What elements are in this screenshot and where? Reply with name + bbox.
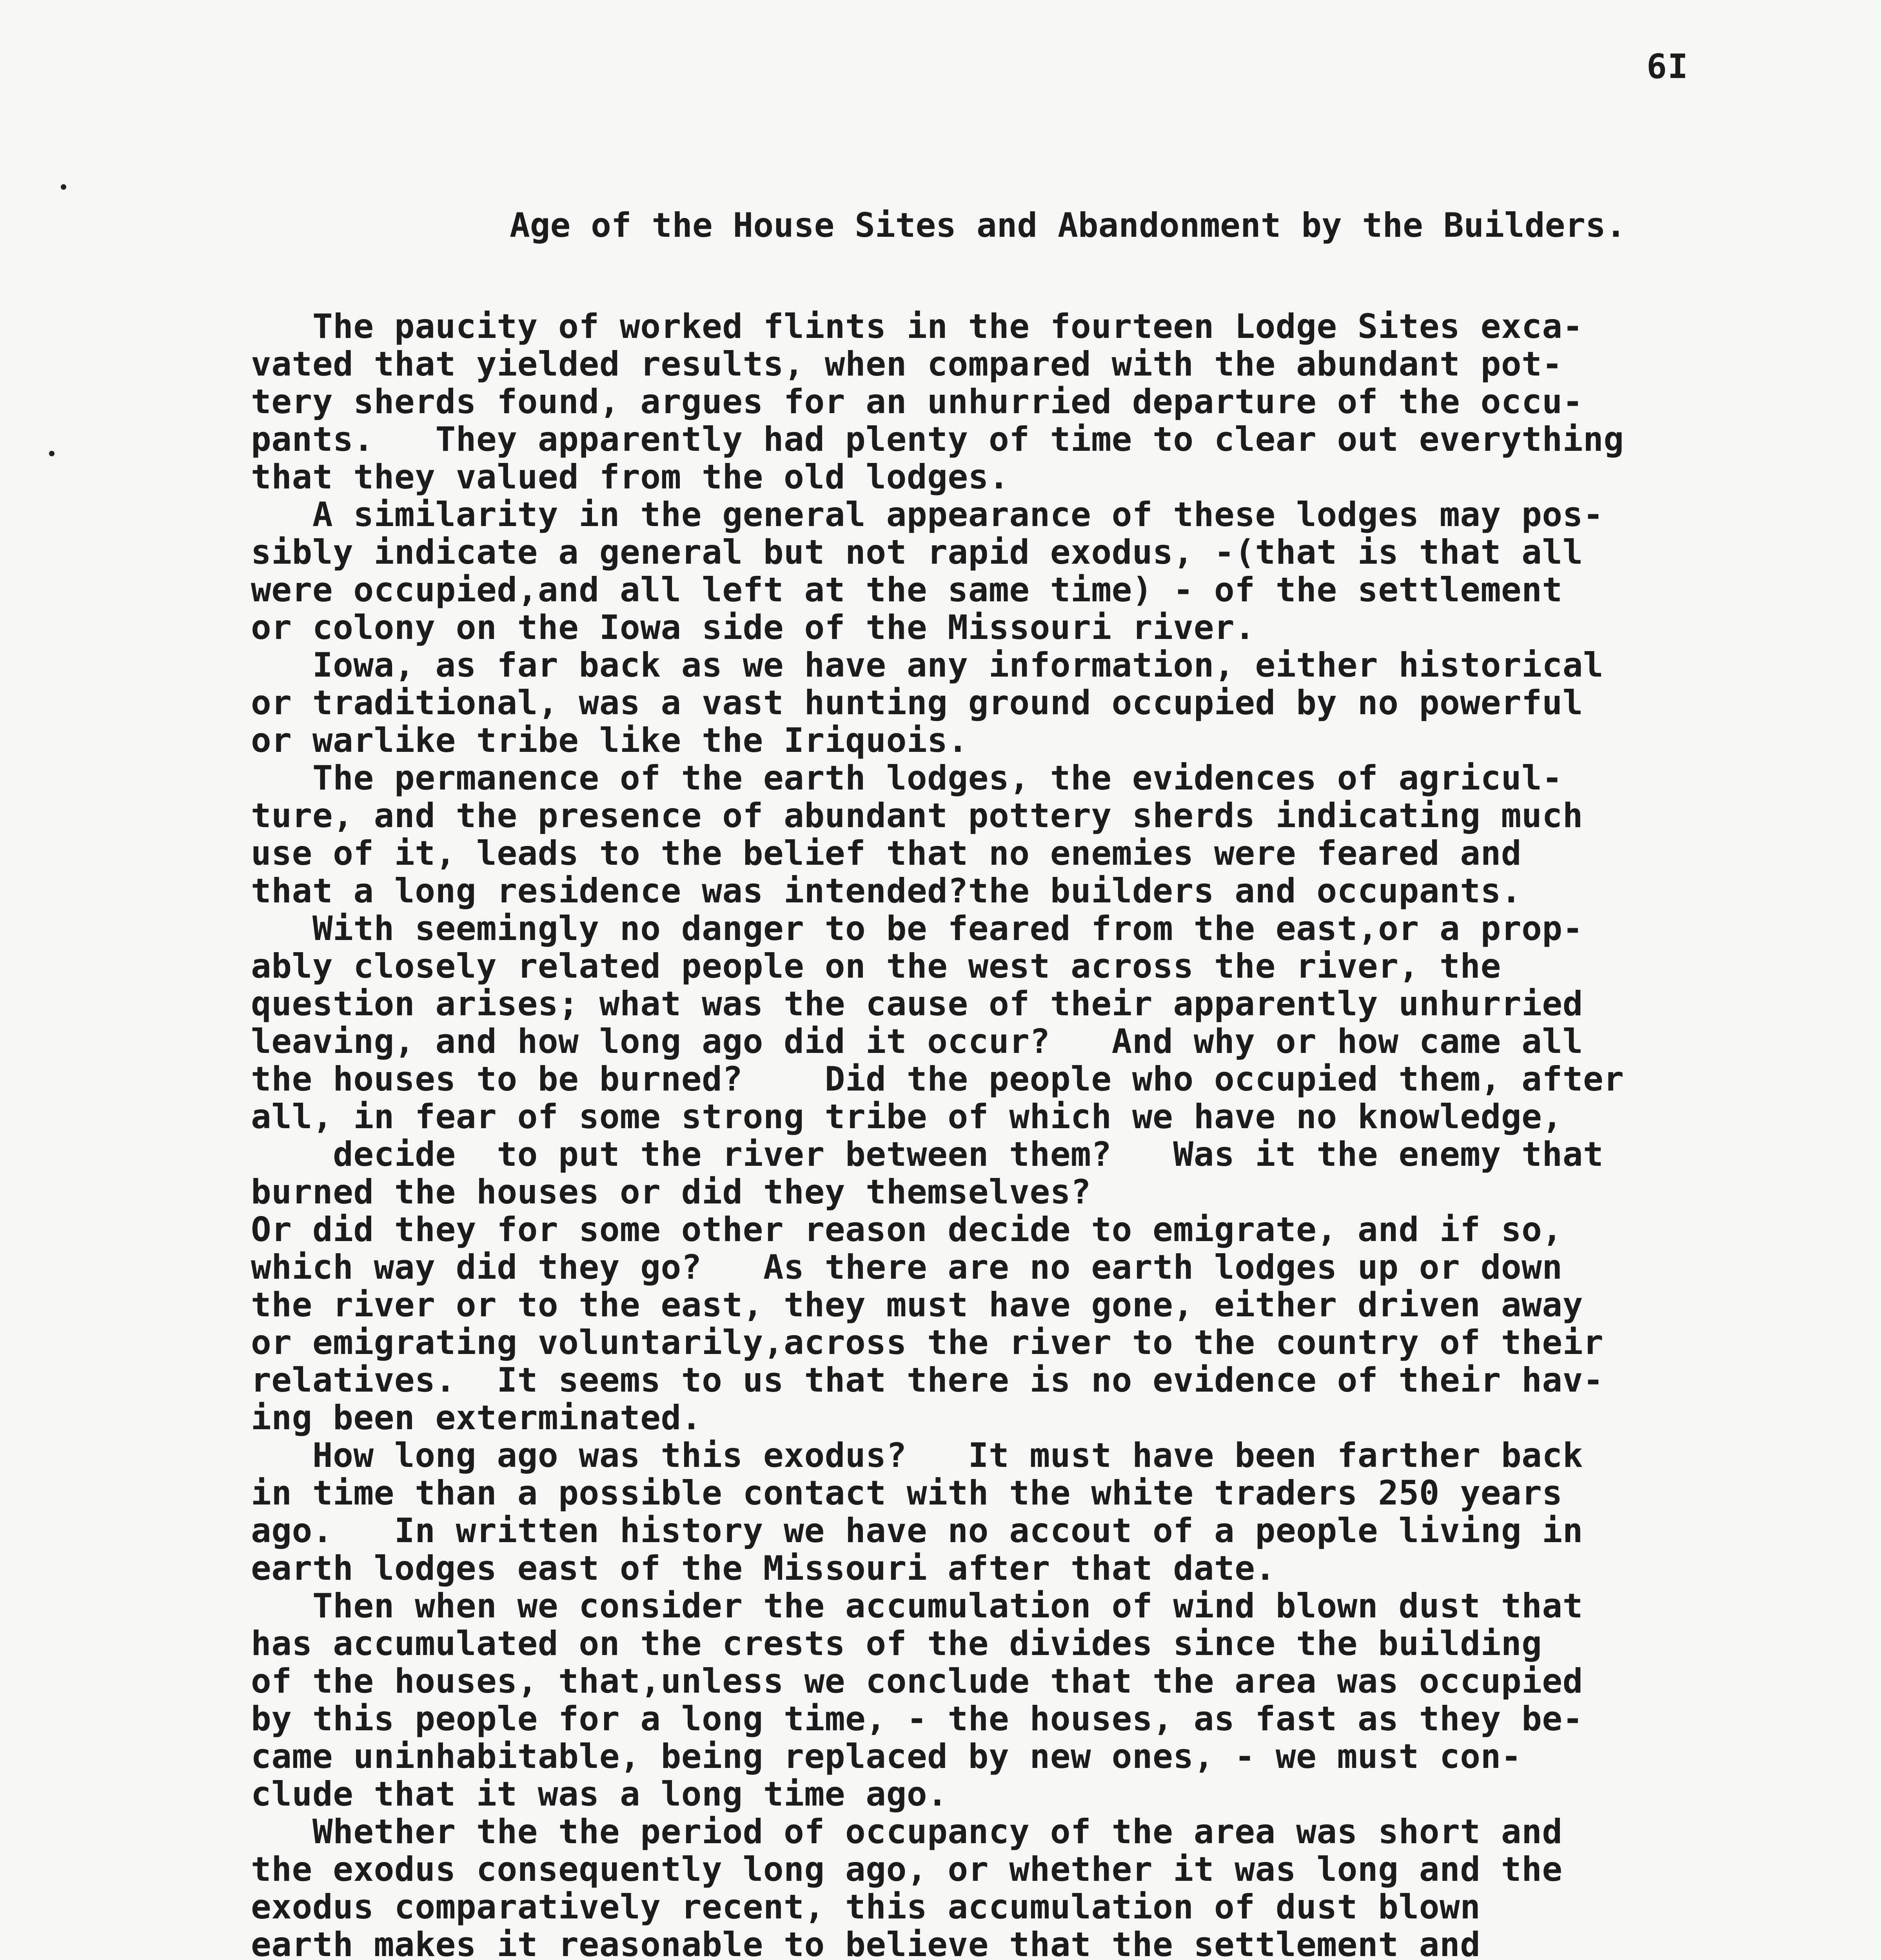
text-line: burned the houses or did they themselves? [251,1172,1091,1212]
text-line: ture, and the presence of abundant pottery sherds indicating much [251,796,1583,835]
text-line: relatives. It seems to us that there is no evidence of their hav- [251,1361,1604,1400]
text-line: that they valued from the old lodges. [251,457,1009,497]
text-line: Whether the the period of occupancy of the area was short and [251,1812,1563,1851]
text-line: Or did they for some other reason decide to emigrate, and if so, [251,1210,1563,1249]
text-line: earth makes it reasonable to believe that the settlement and [251,1925,1481,1960]
text-line: or emigrating voluntarily,across the river to the country of their [251,1323,1604,1362]
text-line: the exodus consequently long ago, or whether it was long and the [251,1850,1563,1889]
text-line: exodus comparatively recent, this accumulation of dust blown [251,1887,1481,1927]
text-line: A similarity in the general appearance of these lodges may pos- [251,495,1604,534]
text-line: The paucity of worked flints in the fourteen Lodge Sites exca- [251,307,1583,346]
text-line: or warlike tribe like the Iriquois. [251,721,968,760]
text-line: which way did they go? As there are no earth lodges up or down [251,1248,1563,1287]
text-line: How long ago was this exodus? It must have been farther back [251,1436,1583,1475]
text-line: clude that it was a long time ago. [251,1775,948,1814]
text-line: pants. They apparently had plenty of time to clear out everything [251,420,1624,459]
text-line: the river or to the east, they must have gone, either driven away [251,1285,1583,1325]
text-line: vated that yielded results, when compared with the abundant pot- [251,345,1563,384]
margin-speck [49,451,54,456]
text-line: With seemingly no danger to be feared from the east,or a prop- [251,909,1583,948]
text-line: leaving, and how long ago did it occur? And why or how came all [251,1022,1583,1061]
text-line: question arises; what was the cause of their apparently unhurried [251,984,1583,1024]
page-title: Age of the House Sites and Abandonment by the Builders. [510,206,1626,245]
text-line: by this people for a long time, - the houses, as fast as they be- [251,1699,1583,1739]
margin-speck [61,184,66,190]
text-line: were occupied,and all left at the same time) - of the settlement [251,570,1563,610]
text-line: Then when we consider the accumulation of wind blown dust that [251,1586,1583,1626]
text-line: ing been exterminated. [251,1398,702,1437]
text-line: earth lodges east of the Missouri after that date. [251,1549,1276,1588]
text-line: that a long residence was intended?the builders and occupants. [251,871,1522,911]
text-line: came uninhabitable, being replaced by new ones, - we must con- [251,1737,1522,1776]
text-line: ago. In written history we have no accout of a people living in [251,1511,1583,1550]
text-line: Iowa, as far back as we have any information, either historical [251,646,1604,685]
text-line: in time than a possible contact with the white traders 250 years [251,1474,1563,1513]
text-line: sibly indicate a general but not rapid exodus, -(that is that all [251,533,1583,572]
text-line: all, in fear of some strong tribe of which we have no knowledge, [251,1097,1563,1136]
text-line: decide to put the river between them? Was it the enemy that [251,1135,1604,1174]
page-number: 6I [1647,47,1689,86]
text-line: the houses to be burned? Did the people who occupied them, after [251,1060,1624,1099]
text-line: tery sherds found, argues for an unhurried departure of the occu- [251,382,1583,421]
text-line: The permanence of the earth lodges, the evidences of agricul- [251,759,1563,798]
text-line: has accumulated on the crests of the divides since the building [251,1624,1542,1663]
text-line: ably closely related people on the west across the river, the [251,947,1501,986]
text-line: or colony on the Iowa side of the Missouri river. [251,608,1255,647]
text-line: use of it, leads to the belief that no enemies were feared and [251,834,1522,873]
body-text [251,308,1819,1960]
text-line: or traditional, was a vast hunting ground occupied by no powerful [251,683,1583,722]
text-line: of the houses, that,unless we conclude that the area was occupied [251,1662,1583,1701]
